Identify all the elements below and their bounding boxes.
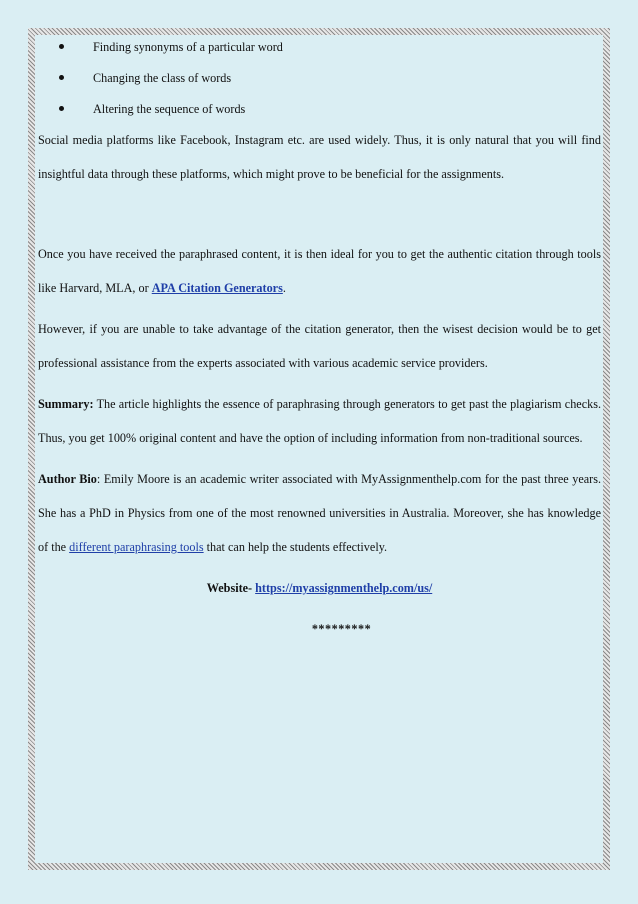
citation-period: . — [282, 281, 286, 295]
website-label: Website- — [206, 581, 256, 595]
paragraph-author-bio — [38, 462, 601, 564]
author-bio-label: Author Bio — [38, 472, 97, 486]
paragraph-citation — [38, 237, 601, 305]
website-line — [38, 571, 601, 605]
end-marker: ********* — [311, 622, 372, 636]
website-link[interactable]: https://myassignmenthelp.com/us/ — [255, 581, 433, 595]
apa-citation-generators-link[interactable]: APA Citation Generators — [151, 281, 283, 295]
blank-space — [38, 198, 601, 237]
paragraph-social-media: Social media platforms like Facebook, Instagram etc. are used widely. Thus, it is only natural that you will find insightful data through these platforms, which might prove to be beneficial for the assignments. — [38, 133, 601, 181]
summary-text: The article highlights the essence of paraphrasing through generators to get past the plagiarism checks. Thus, you get 100% original content and have the option of including information from non-traditional sources. — [38, 397, 601, 445]
bullet-list — [38, 30, 601, 123]
author-bio-text: : Emily Moore is an academic writer associated with MyAssignmenthelp.com for the past three years. She has a PhD in Physics from one of the most renowned universities in Australia. Moreover, she has knowledge of the — [38, 472, 601, 554]
paragraph-summary — [38, 387, 601, 455]
list-item: Changing the class of words — [38, 61, 601, 92]
document-body — [38, 30, 601, 653]
paraphrasing-tools-link[interactable]: different paraphrasing tools — [69, 540, 204, 554]
paragraph-however: However, if you are unable to take advantage of the citation generator, then the wisest decision would be to get professional assistance from the experts associated with various academic service providers. — [38, 322, 601, 370]
list-item: Altering the sequence of words — [38, 92, 601, 123]
author-bio-end: that can help the students effectively. — [203, 540, 388, 554]
summary-label: Summary: — [38, 397, 94, 411]
citation-text: Once you have received the paraphrased content, it is then ideal for you to get the authentic citation through tools like Harvard, MLA, or — [38, 247, 601, 295]
list-item: Finding synonyms of a particular word — [38, 30, 601, 61]
